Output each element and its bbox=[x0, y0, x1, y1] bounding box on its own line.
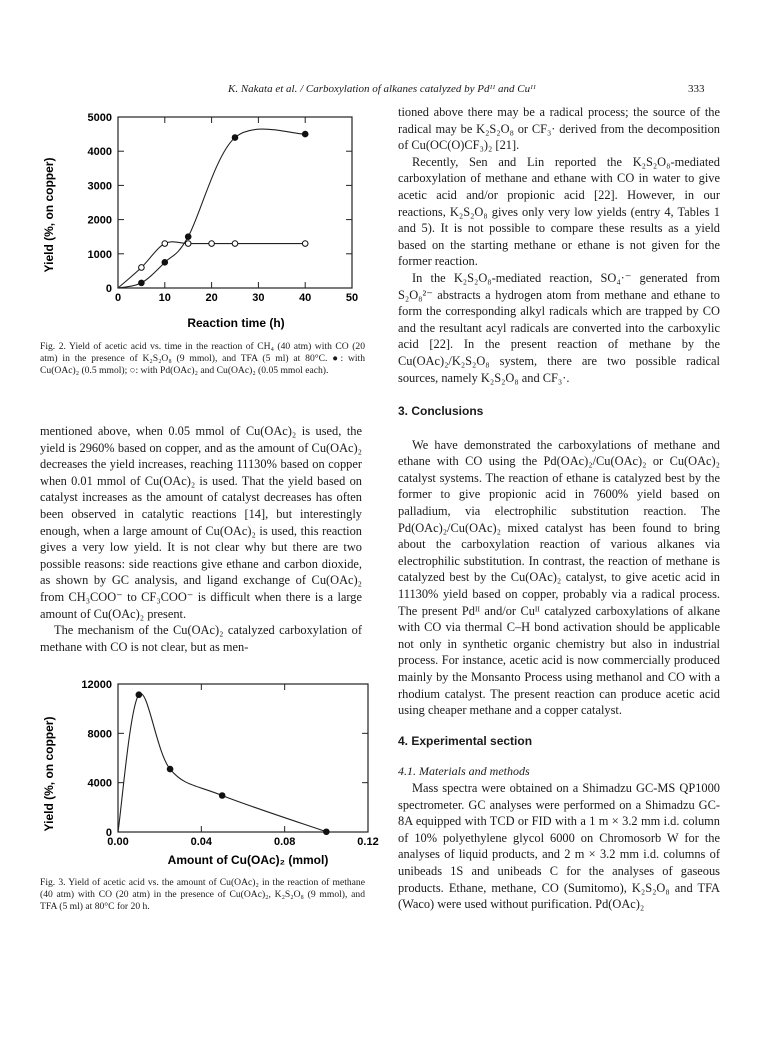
figure-2-plot-frame bbox=[118, 117, 352, 288]
figure-2-x-tick-label: 20 bbox=[205, 292, 218, 304]
figure-2-series-2-point bbox=[162, 241, 168, 247]
figure-3-series-1-point bbox=[136, 692, 142, 698]
figure-2-x-tick-label: 50 bbox=[345, 292, 359, 304]
figure-3-y-tick-label: 4000 bbox=[87, 777, 112, 790]
figure-2-x-tick-label: 30 bbox=[252, 292, 265, 304]
figure-3-series-1-point bbox=[167, 766, 173, 772]
figure-3-plot-frame bbox=[118, 684, 368, 832]
figure-2-y-tick-label: 0 bbox=[105, 283, 112, 295]
figure-2-x-tick-label: 40 bbox=[299, 292, 312, 304]
figure-2-xlabel: Reaction time (h) bbox=[187, 316, 285, 330]
figure-3-x-tick-label: 0.08 bbox=[273, 836, 296, 848]
left-paragraph-2: The mechanism of the Cu(OAc)₂ catalyzed carboxylation of methane with CO is not clear, but as men- bbox=[40, 623, 362, 654]
figure-3-x-tick-label: 0.04 bbox=[190, 836, 213, 848]
figure-2-series-1-point bbox=[185, 234, 191, 240]
figure-3-caption: Fig. 3. Yield of acetic acid vs. the amount of Cu(OAc)₂ in the reaction of methane (40 atm) with CO (20 atm) in the presence of Cu(OAc)₂, K₂S₂O₈ (9 mmol), and TFA (5 ml) at 80°C for 20 h. bbox=[40, 877, 365, 913]
figure-2-series-1-point bbox=[139, 280, 145, 286]
page-number: 333 bbox=[688, 83, 705, 95]
left-paragraph-1: mentioned above, when 0.05 mmol of Cu(OAc)₂ is used, the yield is 2960% based on copper, and as the amount of Cu(OAc)₂ decreases the yield increases, reaching 11130% based on copper when 0.01 mmol of Cu(OAc)₂ is used. That the yield based on catalyst increases as the amount of catalyst decreases has often been observed in catalytic reactions [14], but interestingly enough, when a large amount of Cu(OAc)₂ is used, this reaction gives a very low yield. It is not clear why but there are two possible reasons: side reactions give ethane and carbon dioxide, as shown by GC analysis, and ligand exchange of Cu(OAc)₂ from CH₃COO⁻ to CF₃COO⁻ is difficult when there is a large amount of Cu(OAc)₂ present. bbox=[40, 424, 362, 621]
figure-2-series-2-point bbox=[209, 241, 215, 247]
figure-2-x-tick-label: 10 bbox=[158, 292, 171, 304]
figure-2-y-tick-label: 1000 bbox=[87, 248, 112, 261]
running-head: K. Nakata et al. / Carboxylation of alkanes catalyzed by Pdᴵᴵ and Cuᴵᴵ bbox=[228, 83, 536, 95]
figure-2-y-tick-label: 5000 bbox=[87, 112, 112, 124]
right-paragraph-3: In the K₂S₂O₈-mediated reaction, SO₄·⁻ generated from S₂O₈²⁻ abstracts a hydrogen atom from methane and ethane to form the corresponding alkyl radicals which are trapped by CO and the resultant acyl radicals are converted into the carboxylic acid [22]. In the present reaction of methane by the Cu(OAc)₂/K₂S₂O₈ system, there are two possible radical sources, namely K₂S₂O₈ and CF₃·. bbox=[398, 270, 720, 385]
figure-3-x-tick-label: 0.00 bbox=[107, 836, 129, 848]
figure-3-x-tick-label: 0.12 bbox=[357, 836, 379, 848]
figure-2 bbox=[40, 105, 370, 335]
figure-2-y-tick-label: 4000 bbox=[87, 146, 112, 159]
figure-3-y-tick-label: 8000 bbox=[87, 728, 112, 741]
figure-3-xlabel: Amount of Cu(OAc)₂ (mmol) bbox=[167, 853, 329, 867]
figure-2-caption: Fig. 2. Yield of acetic acid vs. time in the reaction of CH₄ (40 atm) with CO (20 atm) in the presence of K₂S₂O₈ (9 mmol), and TFA (5 ml) at 80°C. ●: with Cu(OAc)₂ (0.5 mmol); ○: with Pd(OAc)₂ and Cu(OAc)₂ (0.05 mmol each). bbox=[40, 341, 365, 377]
figure-3-ylabel: Yield (%, on copper) bbox=[42, 716, 56, 832]
right-paragraph-1: tioned above there may be a radical process; the source of the radical may be K₂S₂O₈ or CF₃· derived from the decomposition of Cu(OC(O)CF₃)₂ [21]. bbox=[398, 105, 720, 153]
figure-3-series-1-point bbox=[324, 829, 330, 835]
figure-2-series-1-point bbox=[232, 135, 238, 141]
figure-2-ylabel: Yield (%, on copper) bbox=[42, 157, 56, 273]
figure-3 bbox=[40, 672, 379, 872]
figure-2-y-tick-label: 2000 bbox=[87, 214, 112, 227]
figure-2-y-tick-label: 3000 bbox=[87, 180, 112, 193]
figure-3-series-1-point bbox=[219, 793, 225, 799]
right-column bbox=[398, 104, 720, 913]
figure-2-series-2-point bbox=[302, 241, 308, 247]
right-paragraph-2: Recently, Sen and Lin reported the K₂S₂O₈-mediated carboxylation of methane and ethane with CO in water to give acetic acid and/or propionic acid [22]. However, in our reactions, K₂S₂O₈ gives only very low yields (entry 4, Tables 1 and 5). It is not possible to compare these results as a yield based on the starting methane or ethane is not given for the former reaction. bbox=[398, 154, 720, 269]
figure-2-series-2-line bbox=[118, 242, 305, 288]
figure-2-x-tick-label: 0 bbox=[114, 292, 122, 304]
right-paragraph-5: Mass spectra were obtained on a Shimadzu GC-MS QP1000 spectrometer. GC analyses were performed on a Shimadzu GC-8A equipped with TCD or FID with a 1 m × 3.2 mm i.d. column of 10% polyethylene glycol 6000 on Chromosorb W for the analyses of liquid products, and 2 m × 3.2 mm i.d. columns of unibeads 1S and unibeads C for the analyses of gaseous products. Ethane, methane, CO (Sumitomo), K₂S₂O₈ and TFA (Waco) were used without purification. Pd(OAc)₂ bbox=[398, 780, 720, 912]
figure-2-series-2-point bbox=[139, 265, 145, 271]
section-4-heading: 4. Experimental section bbox=[398, 733, 533, 748]
right-paragraph-4: We have demonstrated the carboxylations of methane and ethane with CO using the Pd(OAc)₂/Cu(OAc)₂ or Cu(OAc)₂ catalyst systems. The reaction of ethane is catalyzed best by the former to give propionic acid in 7600% yield based on palladium, via electrophilic substitution reaction. The Pd(OAc)₂/Cu(OAc)₂ mixed catalyst has been found to bring about the carboxylation reaction of various alkanes via electrophilic substitution. In contrast, the reaction of methane is catalyzed best by the Cu(OAc)₂ catalyst, to give acetic acid in 11130% yield based on copper, probably via a radical process. The present Pdᴵᴵ and/or Cuᴵᴵ catalyzed carboxylations of alkane with CO via thermal C–H bond activation should be applicable not only in synthetic organic chemistry but also in industrial process. For instance, acetic acid is now commercially produced mainly by the Monsanto Process using methanol and CO with a rhodium catalyst. The present reaction can produce acetic acid using cheaper methane and a copper catalyst. bbox=[398, 437, 720, 718]
figure-2-series-1-point bbox=[162, 260, 168, 266]
figure-3-series-1-line bbox=[118, 694, 326, 832]
figure-2-series-2-point bbox=[185, 241, 191, 247]
figure-3-y-tick-label: 0 bbox=[105, 827, 112, 839]
figure-3-y-tick-label: 12000 bbox=[81, 679, 112, 691]
figure-3-chart bbox=[40, 672, 379, 872]
figure-2-series-1-point bbox=[302, 131, 308, 137]
figure-2-chart bbox=[40, 105, 370, 335]
figure-2-series-1-line bbox=[118, 129, 305, 288]
subsection-4-1-heading: 4.1. Materials and methods bbox=[398, 764, 530, 779]
left-column bbox=[40, 423, 362, 655]
figure-2-series-2-point bbox=[232, 241, 238, 247]
section-3-heading: 3. Conclusions bbox=[398, 404, 484, 419]
